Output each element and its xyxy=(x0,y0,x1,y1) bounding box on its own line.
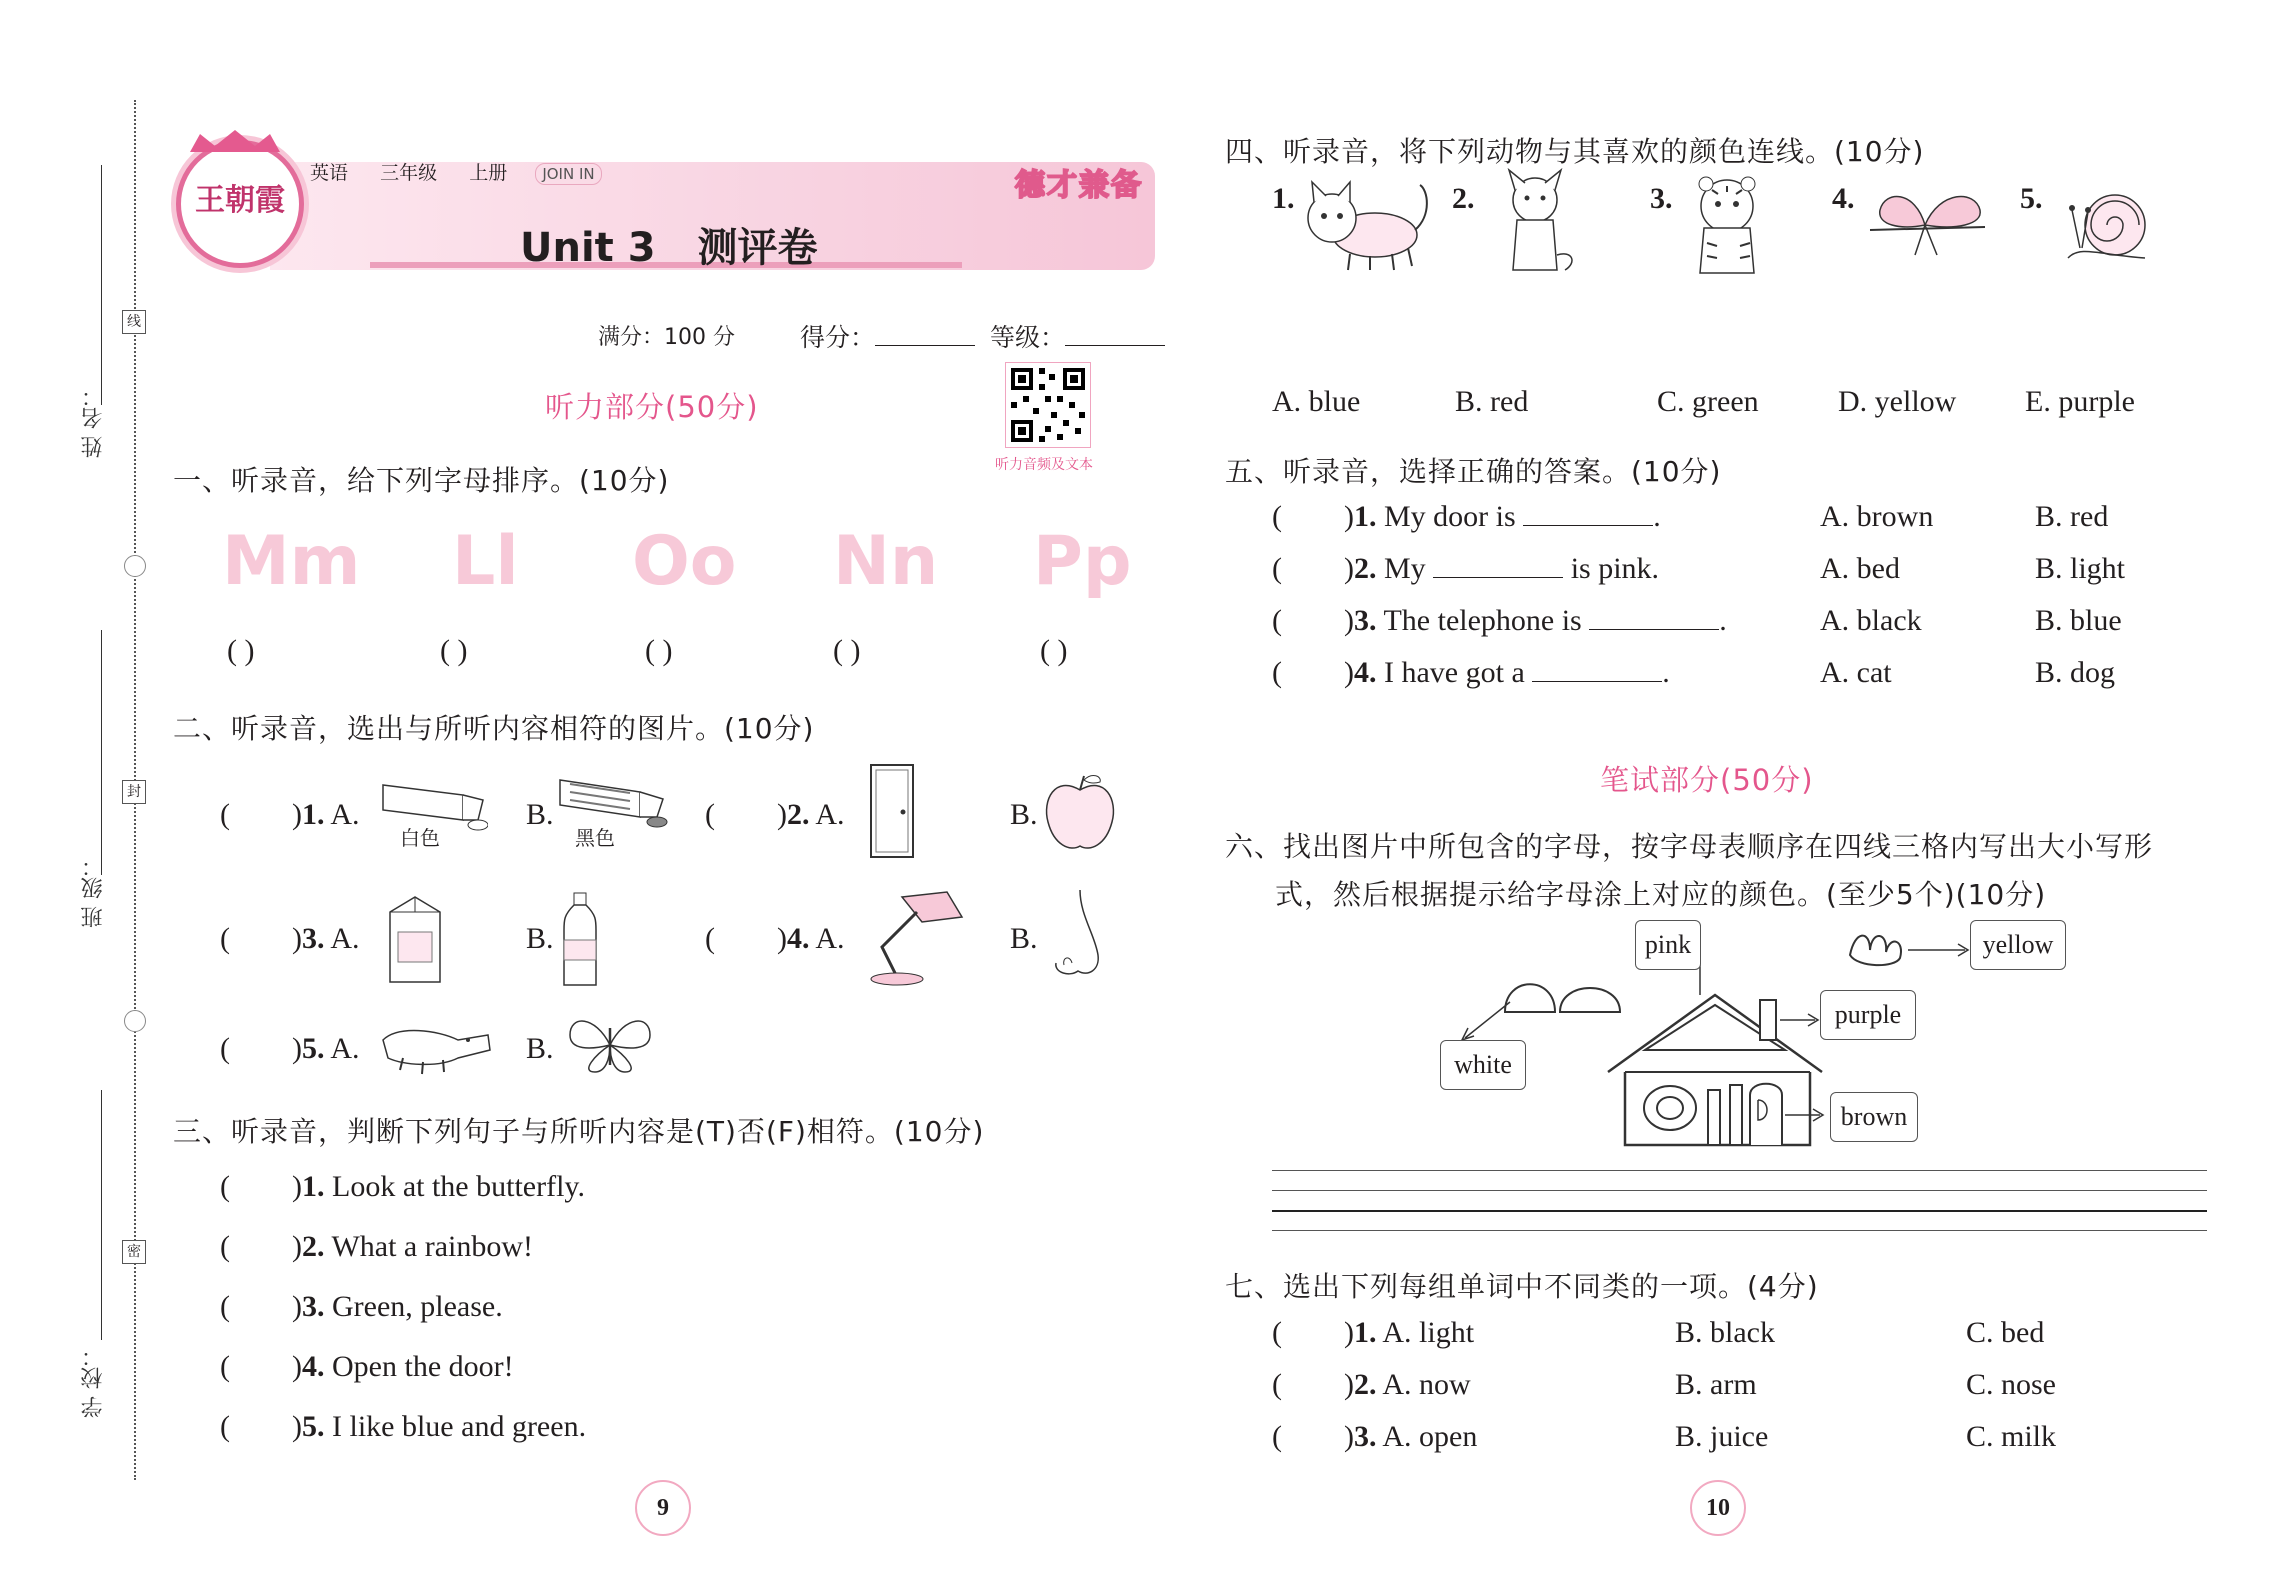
volume-label: 上册 xyxy=(469,162,508,184)
butterfly-icon xyxy=(1865,185,1995,265)
binding-hole xyxy=(124,555,146,577)
school-underline xyxy=(101,1090,102,1340)
qr-code-icon[interactable] xyxy=(1005,362,1091,448)
q5-item-4-a: A. cat xyxy=(1820,656,1892,689)
q2-item-4[interactable]: ( )4. A. xyxy=(705,922,845,955)
q5-item-2-b: B. light xyxy=(2035,552,2126,585)
q2-title: 二、听录音，选出与所听内容相符的图片。(10分) xyxy=(173,712,815,745)
label-pink: pink xyxy=(1635,920,1701,970)
q4-num-3: 3. xyxy=(1650,182,1673,215)
q3-item-5[interactable]: ( )5. I like blue and green. xyxy=(220,1410,587,1443)
q3-item-1[interactable]: ( )1. Look at the butterfly. xyxy=(220,1170,585,1203)
label-white: white xyxy=(1440,1040,1526,1090)
binding-hole xyxy=(124,1010,146,1032)
title-unit: Unit 3 xyxy=(520,225,656,271)
q7-item-2-b: B. arm xyxy=(1675,1368,1757,1401)
q1-title: 一、听录音，给下列字母排序。(10分) xyxy=(173,464,670,497)
q2-item-2[interactable]: ( )2. A. xyxy=(705,798,845,831)
q7-item-1[interactable]: ( )1. A. light xyxy=(1272,1316,1475,1349)
q7-item-2-c: C. nose xyxy=(1966,1368,2056,1401)
black-caption: 黑色 xyxy=(575,826,615,850)
q4-num-1: 1. xyxy=(1272,182,1295,215)
grade-field[interactable]: 等级： xyxy=(990,318,1165,354)
writing-section-title: 笔试部分(50分) xyxy=(1600,763,1814,797)
letter-pp: Pp xyxy=(1033,522,1132,601)
tiger-icon xyxy=(1682,168,1777,278)
title-cn: 测评卷 xyxy=(697,225,818,271)
q5-item-3-a: A. black xyxy=(1820,604,1922,637)
letter-nn: Nn xyxy=(833,522,939,601)
q1-answer-2[interactable]: ( ) xyxy=(440,634,468,667)
page-title xyxy=(520,216,818,273)
letter-oo: Oo xyxy=(632,522,737,601)
color-option-e: E. purple xyxy=(2025,385,2135,418)
four-line-grid[interactable] xyxy=(1272,1170,2207,1232)
header-meta xyxy=(310,158,602,185)
letter-mm: Mm xyxy=(222,522,361,601)
q5-item-1-b: B. red xyxy=(2035,500,2109,533)
q2-item-1[interactable]: ( )1. A. xyxy=(220,798,360,831)
page-number-right: 10 xyxy=(1690,1480,1746,1536)
listening-section-title: 听力部分(50分) xyxy=(545,390,759,424)
q5-title: 五、听录音，选择正确的答案。(10分) xyxy=(1225,455,1722,488)
name-underline xyxy=(101,165,102,405)
subject-label: 英语 xyxy=(310,162,349,184)
color-option-b: B. red xyxy=(1455,385,1529,418)
letter-ll: Ll xyxy=(452,522,519,601)
nose-icon xyxy=(1040,885,1110,985)
q4-num-2: 2. xyxy=(1452,182,1475,215)
q2-item-1-b-label: B. xyxy=(526,798,554,831)
dog-icon xyxy=(1495,165,1585,277)
full-score: 满分：100 分 xyxy=(598,325,735,350)
q2-item-5[interactable]: ( )5. A. xyxy=(220,1032,360,1065)
q2-item-3-b-label: B. xyxy=(526,922,554,955)
apple-icon xyxy=(1040,770,1120,855)
q5-item-2-a: A. bed xyxy=(1820,552,1900,585)
virtue-badge: 德才兼备 xyxy=(1015,168,1143,203)
q5-item-3-b: B. blue xyxy=(2035,604,2122,637)
door-icon xyxy=(868,762,918,862)
q5-item-1[interactable]: ( )1. My door is . xyxy=(1272,500,1661,533)
color-option-a: A. blue xyxy=(1272,385,1361,418)
color-option-d: D. yellow xyxy=(1838,385,1957,418)
q3-item-2[interactable]: ( )2. What a rainbow! xyxy=(220,1230,534,1263)
qr-caption: 听力音频及文本 xyxy=(995,457,1093,473)
q5-item-2[interactable]: ( )2. My is pink. xyxy=(1272,552,1660,585)
label-brown: brown xyxy=(1830,1092,1918,1142)
q5-item-3[interactable]: ( )3. The telephone is . xyxy=(1272,604,1727,637)
crocodile-icon xyxy=(378,1010,493,1080)
desk-lamp-icon xyxy=(862,882,972,987)
milk-carton-icon xyxy=(380,892,450,987)
crown-icon xyxy=(185,128,285,154)
q6-title-line2: 式，然后根据提示给字母涂上对应的颜色。(至少5个)(10分) xyxy=(1275,878,2047,911)
q3-item-4[interactable]: ( )4. Open the door! xyxy=(220,1350,514,1383)
q4-title: 四、听录音，将下列动物与其喜欢的颜色连线。(10分) xyxy=(1225,135,1925,168)
label-yellow: yellow xyxy=(1970,920,2066,970)
page-number-left: 9 xyxy=(635,1480,691,1536)
q2-item-2-b-label: B. xyxy=(1010,798,1038,831)
brand-logo: 王朝霞 xyxy=(176,140,304,268)
q1-answer-4[interactable]: ( ) xyxy=(833,634,861,667)
q4-num-5: 5. xyxy=(2020,182,2043,215)
class-underline xyxy=(101,630,102,875)
white-caption: 白色 xyxy=(400,826,440,850)
seal-mark-line: 线 xyxy=(122,310,146,334)
q6-title-line1: 六、找出图片中所包含的字母，按字母表顺序在四线三格内写出大小写形 xyxy=(1225,830,2154,863)
class-label: 班 级： xyxy=(81,855,106,928)
q4-num-4: 4. xyxy=(1832,182,1855,215)
q5-item-4-b: B. dog xyxy=(2035,656,2116,689)
q2-item-3[interactable]: ( )3. A. xyxy=(220,922,360,955)
juice-bottle-icon xyxy=(560,890,600,990)
q1-answer-3[interactable]: ( ) xyxy=(645,634,673,667)
cat-icon xyxy=(1300,170,1435,275)
color-option-c: C. green xyxy=(1657,385,1759,418)
q7-item-1-b: B. black xyxy=(1675,1316,1775,1349)
q7-title: 七、选出下列每组单词中不同类的一项。(4分) xyxy=(1225,1270,1819,1303)
seal-mark-secret: 密 xyxy=(122,1240,146,1264)
q1-answer-5[interactable]: ( ) xyxy=(1040,634,1068,667)
q7-item-3-c: C. milk xyxy=(1966,1420,2057,1453)
edition-tag: JOIN IN xyxy=(535,163,601,185)
label-purple: purple xyxy=(1820,990,1916,1040)
q1-answer-1[interactable]: ( ) xyxy=(227,634,255,667)
q7-item-3[interactable]: ( )3. A. open xyxy=(1272,1420,1478,1453)
q5-item-1-a: A. brown xyxy=(1820,500,1934,533)
seal-mark-seal: 封 xyxy=(122,780,146,804)
q7-item-1-c: C. bed xyxy=(1966,1316,2045,1349)
q3-item-3[interactable]: ( )3. Green, please. xyxy=(220,1290,503,1323)
q2-item-5-b-label: B. xyxy=(526,1032,554,1065)
name-label: 姓 名： xyxy=(81,385,106,458)
snail-icon xyxy=(2060,170,2155,270)
butterfly-icon xyxy=(565,1010,655,1080)
score-field[interactable]: 得分： xyxy=(800,318,975,354)
grade-label: 三年级 xyxy=(380,162,438,184)
school-label: 学 校： xyxy=(81,1345,106,1418)
q5-item-4[interactable]: ( )4. I have got a . xyxy=(1272,656,1670,689)
q3-title: 三、听录音，判断下列句子与所听内容是(T)否(F)相符。(10分) xyxy=(173,1115,985,1148)
q2-item-4-b-label: B. xyxy=(1010,922,1038,955)
q7-item-3-b: B. juice xyxy=(1675,1420,1769,1453)
q7-item-2[interactable]: ( )2. A. now xyxy=(1272,1368,1471,1401)
